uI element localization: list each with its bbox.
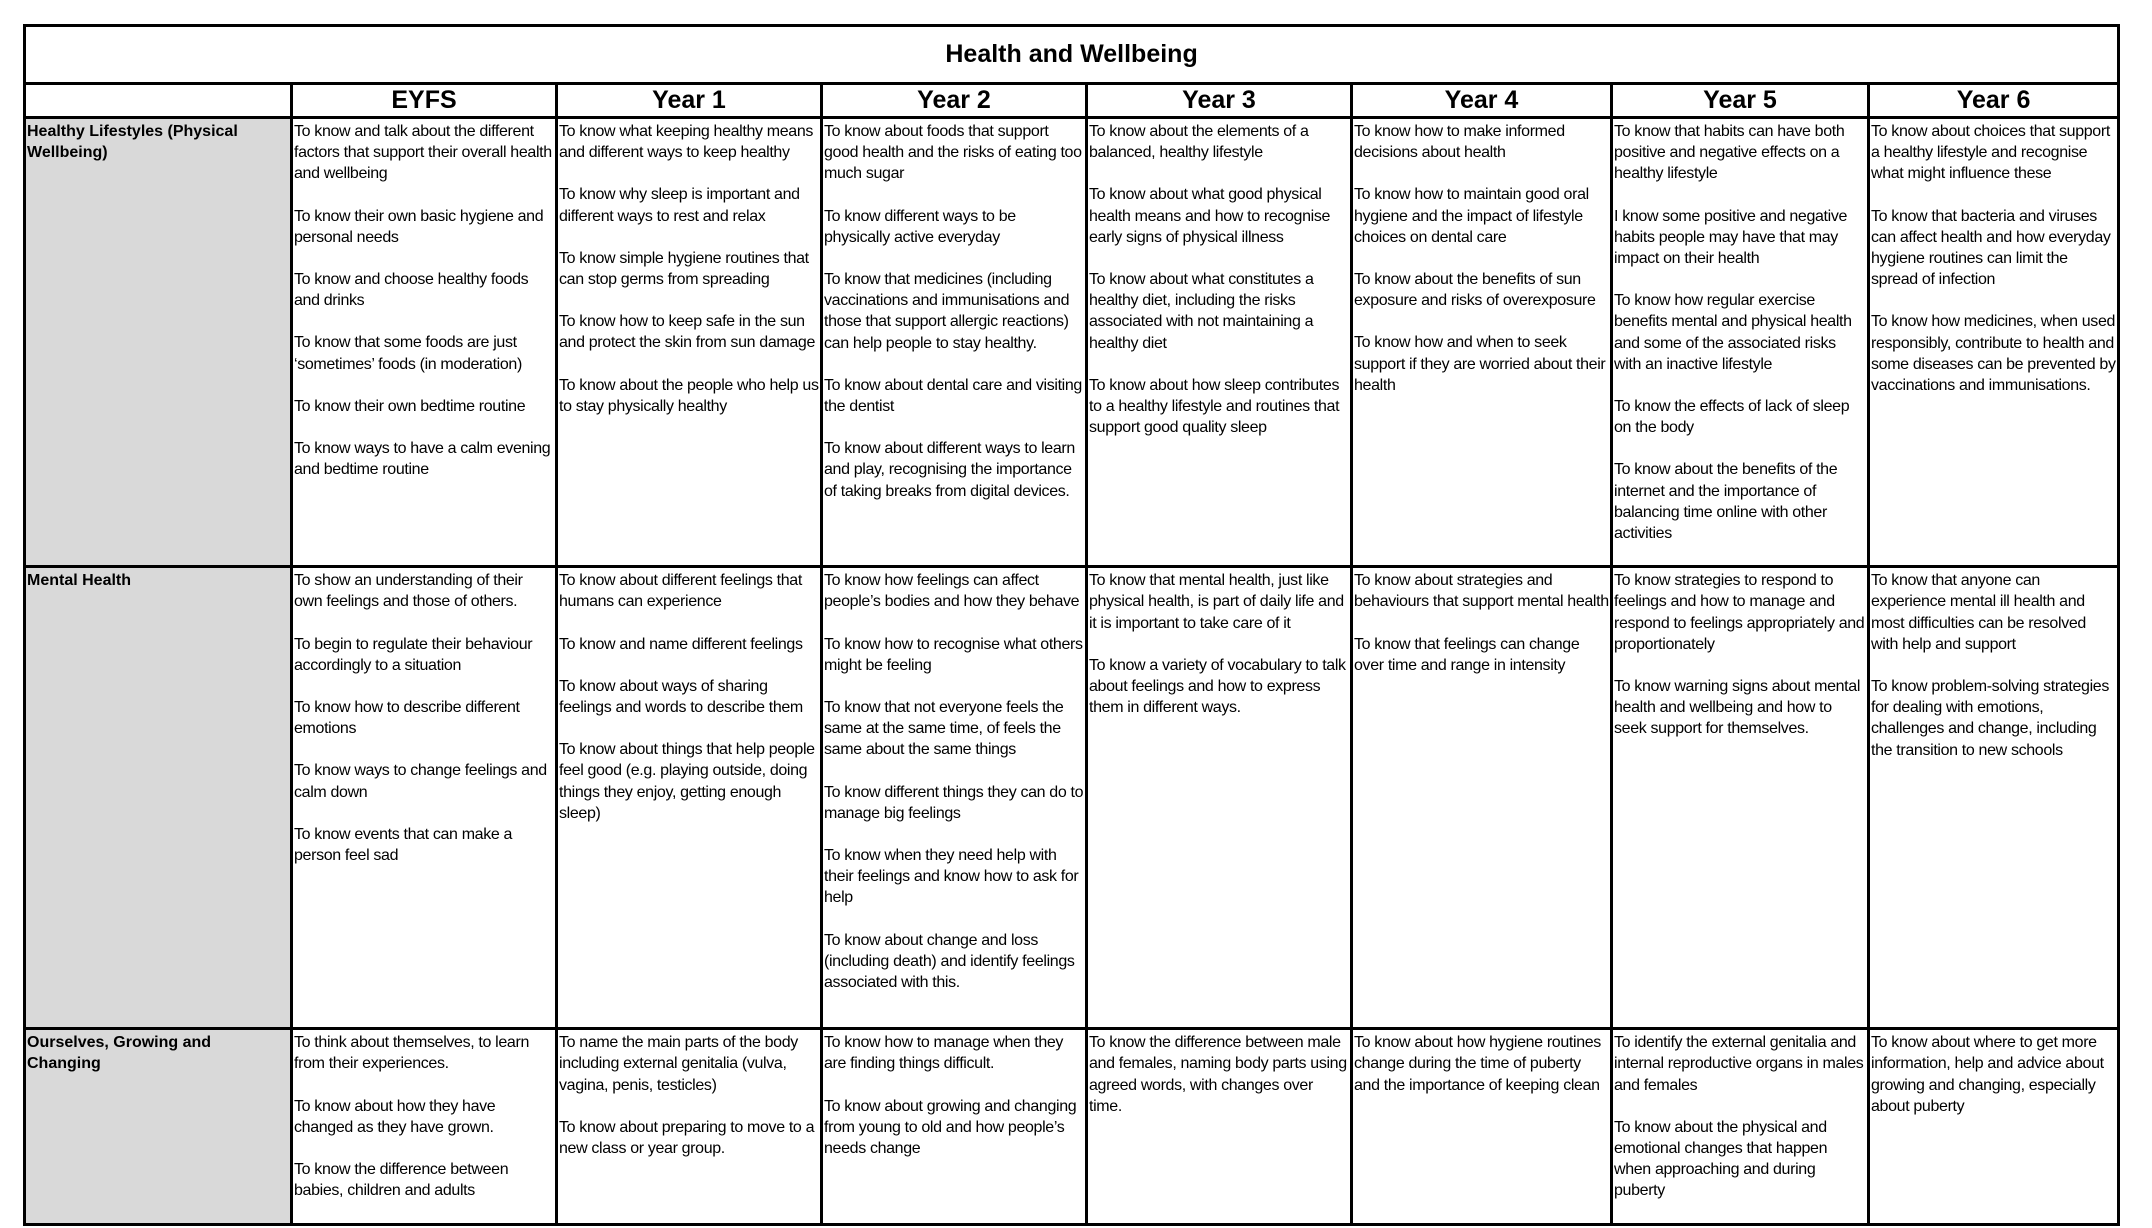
objective-item: To know about strategies and behaviours that support mental health	[1354, 572, 1609, 611]
objective-item: To know and name different feelings	[559, 635, 803, 653]
objective-cell-year-1	[557, 567, 822, 1029]
objective-item: To know about change and loss (including death) and identify feelings associated with this.	[824, 931, 1075, 992]
objective-item: To know about different ways to learn and play, recognising the importance of taking breaks from digital devices.	[824, 440, 1075, 500]
objective-item: To know their own bedtime routine	[294, 397, 526, 415]
objective-item: To know about different feelings that humans can experience	[559, 572, 802, 611]
header-year-3: Year 3	[1087, 84, 1352, 118]
growing-and-changing-row	[25, 1029, 2119, 1224]
table-title: Health and Wellbeing	[25, 26, 2119, 84]
objective-item: To know when they need help with their feelings and know how to ask for help	[824, 847, 1079, 907]
objective-item: To know different things they can do to manage big feelings	[824, 783, 1084, 822]
objective-item: To know about foods that support good health and the risks of eating too much sugar	[824, 123, 1082, 183]
header-year-6: Year 6	[1869, 84, 2119, 118]
objective-item: To know different ways to be physically active everyday	[824, 207, 1016, 246]
objective-cell-year-1	[557, 1029, 822, 1224]
objective-cell-year-5	[1612, 118, 1869, 567]
objective-item: To know how to manage when they are finding things difficult.	[824, 1034, 1064, 1073]
objective-item: To know a variety of vocabulary to talk about feelings and how to express them in different ways.	[1089, 656, 1346, 717]
objective-item: To know why sleep is important and different ways to rest and relax	[559, 186, 800, 225]
objective-item: To know how to recognise what others might be feeling	[824, 635, 1083, 674]
objective-item: To identify the external genitalia and internal reproductive organs in males and females	[1614, 1034, 1864, 1094]
category-label: Mental Health	[25, 567, 292, 1029]
objective-cell-year-3	[1087, 1029, 1352, 1224]
objective-item: To know about the benefits of the internet and the importance of balancing time online with other activities	[1614, 461, 1838, 543]
objective-item: To know that feelings can change over time and range in intensity	[1354, 635, 1580, 674]
objective-item: To know and talk about the different factors that support their overall health and wellbeing	[294, 123, 552, 183]
objective-cell-year-2	[822, 1029, 1087, 1224]
objective-item: To know about the elements of a balanced, healthy lifestyle	[1089, 123, 1309, 162]
objective-item: To know how regular exercise benefits mental and physical health and some of the associated risks with an inactive lifestyle	[1614, 292, 1852, 373]
objective-item: To know about what good physical health means and how to recognise early signs of physical illness	[1089, 186, 1331, 246]
objective-cell-year-3	[1087, 118, 1352, 567]
objective-item: To know how feelings can affect people’s bodies and how they behave	[824, 572, 1080, 611]
header-blank	[25, 84, 292, 118]
header-year-5: Year 5	[1612, 84, 1869, 118]
objective-cell-year-6	[1869, 567, 2119, 1029]
objective-item: To know the difference between babies, children and adults	[294, 1161, 509, 1200]
healthy-lifestyles-row	[25, 118, 2119, 567]
objective-item: To know warning signs about mental health and wellbeing and how to seek support for themselves.	[1614, 678, 1861, 738]
objective-item: To know that habits can have both positive and negative effects on a healthy lifestyle	[1614, 123, 1845, 183]
objective-item: To know that mental health, just like physical health, is part of daily life and it is important to take care of it	[1089, 572, 1344, 632]
objective-item: To know and choose healthy foods and drinks	[294, 271, 529, 310]
objective-item: To know how and when to seek support if they are worried about their health	[1354, 334, 1606, 394]
objective-cell-year-4	[1352, 567, 1612, 1029]
category-label: Ourselves, Growing and Changing	[25, 1029, 292, 1224]
objective-cell-year-4	[1352, 1029, 1612, 1224]
objective-item: To know the difference between male and females, naming body parts using agreed words, with changes over time.	[1089, 1034, 1347, 1115]
objective-cell-year-5	[1612, 567, 1869, 1029]
objective-item: To know about the benefits of sun exposure and risks of overexposure	[1354, 271, 1596, 310]
objective-item: To know about dental care and visiting the dentist	[824, 376, 1082, 416]
objective-item: To know about where to get more information, help and advice about growing and changing, especially about puberty	[1871, 1034, 2104, 1115]
objective-item: To name the main parts of the body including external genitalia (vulva, vagina, penis, testicles)	[559, 1034, 798, 1094]
objective-item: To know how to make informed decisions about health	[1354, 123, 1565, 162]
objective-item: To know strategies to respond to feelings and how to manage and respond to feelings appropriately and proportionately	[1614, 572, 1865, 653]
objective-item: To know about things that help people feel good (e.g. playing outside, doing things they enjoy, getting enough sleep)	[559, 741, 815, 822]
objective-cell-year-2	[822, 118, 1087, 567]
objective-item: To know about what constitutes a healthy diet, including the risks associated with not maintaining a healthy diet	[1089, 271, 1314, 352]
objective-item: To know that not everyone feels the same at the same time, of feels the same about the same things	[824, 699, 1064, 759]
header-year-1: Year 1	[557, 84, 822, 118]
objective-cell-year-6	[1869, 1029, 2119, 1224]
objective-cell-year-2	[822, 567, 1087, 1029]
objective-item: To think about themselves, to learn from their experiences.	[294, 1034, 530, 1073]
header-year-2: Year 2	[822, 84, 1087, 118]
objective-item: To know how to keep safe in the sun and protect the skin from sun damage	[559, 313, 815, 352]
objective-cell-year-3	[1087, 567, 1352, 1029]
header-year-4: Year 4	[1352, 84, 1612, 118]
title-row	[25, 26, 2119, 84]
objective-item: To know about preparing to move to a new class or year group.	[559, 1118, 815, 1158]
objective-cell-year-6	[1869, 118, 2119, 567]
objective-item: To begin to regulate their behaviour accordingly to a situation	[294, 635, 533, 674]
objective-cell-year-1	[557, 118, 822, 567]
objective-item: To know about the people who help us to stay physically healthy	[559, 376, 819, 415]
objective-item: To know how to maintain good oral hygiene and the impact of lifestyle choices on dental care	[1354, 186, 1589, 246]
objective-item: To know the effects of lack of sleep on the body	[1614, 398, 1850, 437]
objective-item: To know events that can make a person feel sad	[294, 825, 513, 865]
objective-item: To know about choices that support a healthy lifestyle and recognise what might influence these	[1871, 123, 2110, 183]
objective-item: To show an understanding of their own feelings and those of others.	[294, 572, 523, 611]
objective-item: To know their own basic hygiene and personal needs	[294, 207, 544, 246]
objective-item: To know about how sleep contributes to a healthy lifestyle and routines that support good quality sleep	[1089, 376, 1340, 437]
objective-item: To know that bacteria and viruses can affect health and how everyday hygiene routines can limit the spread of infection	[1871, 207, 2111, 289]
objective-item: To know what keeping healthy means and different ways to keep healthy	[559, 123, 814, 162]
objective-cell-year-5	[1612, 1029, 1869, 1224]
objective-cell-eyfs	[292, 567, 557, 1029]
objective-item: To know about how they have changed as they have grown.	[294, 1097, 496, 1136]
objective-item: To know that anyone can experience mental ill health and most difficulties can be resolved with help and support	[1871, 572, 2086, 653]
category-label: Healthy Lifestyles (Physical Wellbeing)	[25, 118, 292, 567]
objective-item: To know how medicines, when used responsibly, contribute to health and some diseases can be prevented by vaccinations and immunisations.	[1871, 313, 2116, 395]
objective-item: To know about ways of sharing feelings and words to describe them	[559, 677, 803, 717]
objective-item: To know that medicines (including vaccinations and immunisations and those that support allergic reactions) can help people to stay healthy.	[824, 271, 1070, 352]
header-eyfs: EYFS	[292, 84, 557, 118]
objective-item: I know some positive and negative habits people may have that may impact on their health	[1614, 207, 1848, 268]
objective-item: To know that some foods are just ‘sometimes’ foods (in moderation)	[294, 334, 522, 373]
objective-item: To know how to describe different emotions	[294, 699, 520, 738]
curriculum-table	[23, 24, 2120, 1226]
objective-item: To know about how hygiene routines change during the time of puberty and the importance of keeping clean	[1354, 1034, 1601, 1094]
header-row	[25, 84, 2119, 118]
objective-item: To know about growing and changing from young to old and how people’s needs change	[824, 1097, 1077, 1158]
objective-cell-year-4	[1352, 118, 1612, 567]
objective-item: To know problem-solving strategies for dealing with emotions, challenges and change, including the transition to new schools	[1871, 678, 2109, 759]
objective-item: To know ways to change feelings and calm down	[294, 762, 547, 801]
objective-item: To know simple hygiene routines that can stop germs from spreading	[559, 249, 809, 289]
objective-cell-eyfs	[292, 118, 557, 567]
mental-health-row	[25, 567, 2119, 1029]
objective-item: To know ways to have a calm evening and bedtime routine	[294, 440, 551, 479]
objective-item: To know about the physical and emotional changes that happen when approaching and during puberty	[1614, 1118, 1828, 1200]
objective-cell-eyfs	[292, 1029, 557, 1224]
